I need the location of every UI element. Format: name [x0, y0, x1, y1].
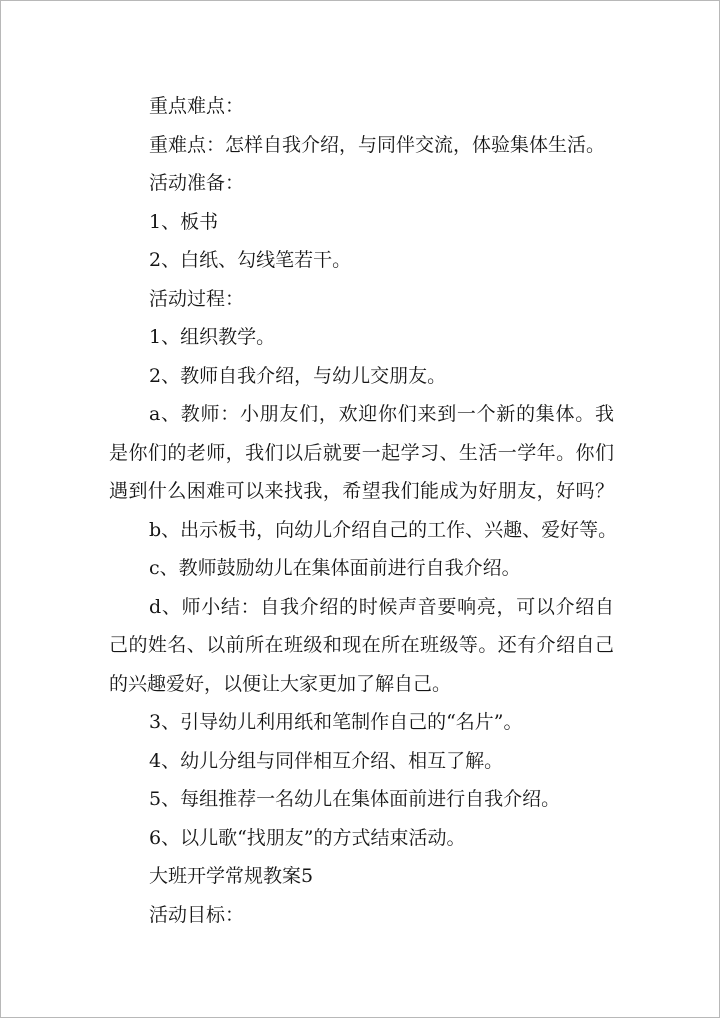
process-step-3: 3、引导幼儿利用纸和笔制作自己的“名片”。	[149, 711, 523, 733]
process-substep-c: c、教师鼓励幼儿在集体面前进行自我介绍。	[149, 557, 521, 579]
process-step-4: 4、幼儿分组与同伴相互介绍、相互了解。	[149, 749, 504, 772]
process-substep-a-line-1: a、教师：小朋友们，欢迎你们来到一个新的集体。我	[149, 403, 614, 425]
document-section-title: 大班开学常规教案5	[149, 865, 314, 887]
section-heading-preparation: 活动准备：	[149, 172, 245, 194]
document-body	[109, 87, 618, 934]
section-heading-process: 活动过程：	[149, 287, 245, 310]
section-heading-key-points: 重点难点：	[149, 95, 245, 117]
process-substep-d-line-1: d、师小结：自我介绍的时候声音要响亮，可以介绍自	[149, 595, 614, 618]
process-substep-d-line-2: 己的姓名、以前所在班级和现在所在班级等。还有介绍自己	[109, 634, 614, 656]
process-step-5: 5、每组推荐一名幼儿在集体面前进行自我介绍。	[149, 788, 561, 810]
process-step-2: 2、教师自我介绍，与幼儿交朋友。	[149, 364, 447, 387]
paragraph-key-difficulty: 重难点：怎样自我介绍，与同伴交流，体验集体生活。	[149, 133, 606, 156]
process-substep-b: b、出示板书，向幼儿介绍自己的工作、兴趣、爱好等。	[149, 518, 618, 541]
process-substep-a-line-3: 遇到什么困难可以来找我，希望我们能成为好朋友，好吗？	[109, 480, 614, 502]
section-heading-goals: 活动目标：	[149, 903, 245, 926]
process-step-1: 1、组织教学。	[149, 326, 276, 348]
process-step-6: 6、以儿歌“找朋友”的方式结束活动。	[149, 826, 466, 849]
process-substep-d-line-3: 的兴趣爱好，以便让大家更加了解自己。	[109, 672, 452, 695]
preparation-item-2: 2、白纸、勾线笔若干。	[149, 249, 352, 271]
preparation-item-1: 1、板书	[149, 210, 219, 233]
process-substep-a-line-2: 是你们的老师，我们以后就要一起学习、生活一学年。你们	[109, 441, 614, 464]
